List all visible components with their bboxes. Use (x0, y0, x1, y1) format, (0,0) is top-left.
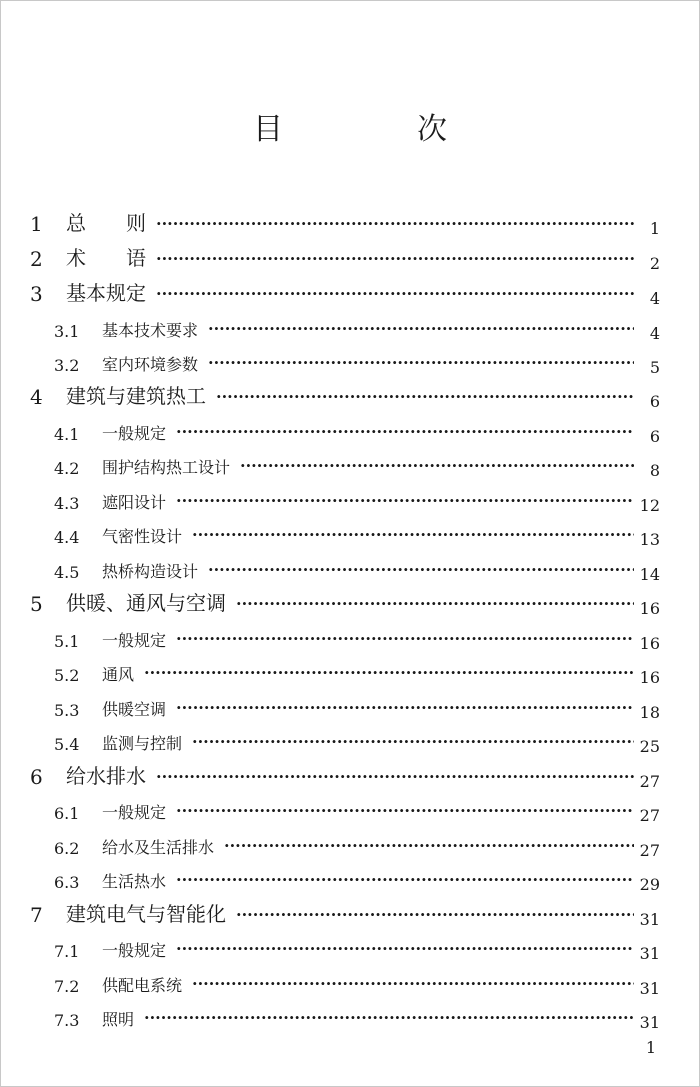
toc-leader-dots (208, 560, 634, 582)
toc-entry-page: 13 (639, 530, 660, 549)
toc-entry-number: 4.4 (54, 528, 80, 547)
toc-entry-label: 供暖、通风与空调 (66, 591, 226, 615)
toc-entry-page: 31 (639, 910, 660, 929)
toc-entry-label: 供配电系统 (102, 976, 183, 995)
toc-entry-page: 25 (639, 737, 660, 756)
toc-entry[interactable] (0, 1004, 700, 1034)
toc-entry-number: 7.1 (54, 942, 80, 961)
toc-entry-number: 4.5 (54, 563, 80, 582)
toc-entry-label: 生活热水 (102, 872, 167, 891)
toc-entry[interactable] (0, 935, 700, 965)
toc-leader-dots (208, 353, 634, 375)
toc-leader-dots (156, 767, 634, 789)
toc-entry-number: 6.1 (54, 804, 80, 823)
toc-entry-number: 7.2 (54, 977, 80, 996)
toc-entry-number: 7.3 (54, 1011, 80, 1030)
toc-entry-number: 5.1 (54, 632, 80, 651)
toc-entry[interactable] (0, 625, 700, 655)
toc-entry-number: 3 (30, 282, 43, 306)
toc-entry[interactable] (0, 694, 700, 724)
toc-leader-dots (156, 249, 634, 271)
toc-entry[interactable] (0, 832, 700, 862)
toc-entry[interactable] (0, 763, 700, 793)
toc-entry-page: 27 (639, 841, 660, 860)
toc-entry[interactable] (0, 521, 700, 551)
toc-leader-dots (156, 284, 634, 306)
toc-entry-number: 7 (30, 903, 43, 927)
toc-leader-dots (144, 1008, 634, 1030)
toc-entry-number: 2 (30, 247, 43, 271)
toc-leader-dots (240, 456, 634, 478)
toc-entry-label: 一般规定 (102, 803, 167, 822)
toc-leader-dots (208, 319, 634, 341)
toc-entry[interactable] (0, 556, 700, 586)
toc-entry-page: 16 (639, 634, 660, 653)
toc-entry-label: 围护结构热工设计 (102, 458, 231, 477)
toc-entry-label: 基本技术要求 (102, 321, 199, 340)
footer-page-number: 1 (645, 1038, 656, 1057)
toc-entry-number: 6 (30, 765, 43, 789)
toc-leader-dots (216, 387, 634, 409)
toc-entry[interactable] (0, 659, 700, 689)
toc-leader-dots (176, 629, 634, 651)
toc-entry-page: 5 (649, 358, 660, 377)
toc-entry-label: 一般规定 (102, 941, 167, 960)
toc-leader-dots (176, 801, 634, 823)
toc-entry-number: 5.2 (54, 666, 80, 685)
toc-entry-page: 6 (649, 427, 660, 446)
toc-entry[interactable] (0, 315, 700, 345)
toc-entry-number: 4.3 (54, 494, 80, 513)
toc-leader-dots (176, 870, 634, 892)
toc-leader-dots (236, 594, 634, 616)
toc-leader-dots (224, 836, 634, 858)
toc-entry[interactable] (0, 349, 700, 379)
toc-entry-label: 建筑与建筑热工 (66, 384, 206, 408)
toc-entry-label: 总 则 (66, 211, 146, 235)
toc-entry[interactable] (0, 797, 700, 827)
toc-entry-number: 6.2 (54, 839, 80, 858)
toc-entry[interactable] (0, 245, 700, 275)
toc-entry-page: 4 (649, 289, 660, 308)
toc-entry[interactable] (0, 866, 700, 896)
toc-leader-dots (176, 422, 634, 444)
toc-entry[interactable] (0, 901, 700, 931)
toc-entry-page: 6 (649, 392, 660, 411)
toc-entry-number: 4.2 (54, 459, 80, 478)
toc-entry-page: 31 (639, 979, 660, 998)
toc-entry-number: 6.3 (54, 873, 80, 892)
toc-entry-number: 3.2 (54, 356, 80, 375)
toc-entry[interactable] (0, 970, 700, 1000)
toc-entry-label: 遮阳设计 (102, 493, 167, 512)
toc-entry-label: 基本规定 (66, 281, 146, 305)
toc-entry-number: 5 (30, 592, 43, 616)
toc-entry-label: 供暖空调 (102, 700, 167, 719)
toc-leader-dots (192, 974, 634, 996)
toc-leader-dots (176, 491, 634, 513)
toc-entry[interactable] (0, 487, 700, 517)
toc-entry-page: 31 (639, 944, 660, 963)
toc-entry-label: 热桥构造设计 (102, 562, 199, 581)
toc-entry-label: 室内环境参数 (102, 355, 199, 374)
toc-entry-page: 18 (639, 703, 660, 722)
page-title: 目 次 (253, 112, 499, 147)
toc-leader-dots (144, 663, 634, 685)
toc-entry-page: 27 (639, 772, 660, 791)
toc-entry-label: 照明 (102, 1010, 135, 1029)
toc-entry-label: 术 语 (66, 246, 146, 270)
toc-entry-page: 4 (649, 324, 660, 343)
toc-entry-label: 通风 (102, 665, 135, 684)
toc-entry-number: 1 (30, 212, 43, 236)
toc-entry[interactable] (0, 280, 700, 310)
toc-entry-number: 5.3 (54, 701, 80, 720)
toc-leader-dots (192, 525, 634, 547)
toc-entry[interactable] (0, 210, 700, 240)
toc-entry-page: 14 (639, 565, 660, 584)
toc-entry-label: 建筑电气与智能化 (66, 902, 226, 926)
toc-leader-dots (176, 698, 634, 720)
toc-entry-page: 29 (639, 875, 660, 894)
toc-leader-dots (176, 939, 634, 961)
toc-entry-page: 16 (639, 668, 660, 687)
toc-entry-label: 给水排水 (66, 764, 146, 788)
toc-entry-label: 一般规定 (102, 631, 167, 650)
toc-entry-number: 4.1 (54, 425, 80, 444)
toc-entry-number: 5.4 (54, 735, 80, 754)
toc-leader-dots (156, 214, 634, 236)
toc-entry[interactable] (0, 590, 700, 620)
toc-entry-number: 4 (30, 385, 43, 409)
toc-entry[interactable] (0, 418, 700, 448)
toc-entry-label: 给水及生活排水 (102, 838, 215, 857)
toc-leader-dots (236, 905, 634, 927)
toc-entry-label: 气密性设计 (102, 527, 183, 546)
toc-entry[interactable] (0, 728, 700, 758)
toc-entry-number: 3.1 (54, 322, 80, 341)
toc-entry-label: 一般规定 (102, 424, 167, 443)
toc-entry[interactable] (0, 452, 700, 482)
toc-entry-page: 12 (639, 496, 660, 515)
toc-entry-page: 31 (639, 1013, 660, 1032)
toc-entry-page: 2 (649, 254, 660, 273)
toc-entry-label: 监测与控制 (102, 734, 183, 753)
toc-entry-page: 27 (639, 806, 660, 825)
toc-entry-page: 1 (649, 219, 660, 238)
toc-entry[interactable] (0, 383, 700, 413)
toc-entry-page: 8 (649, 461, 660, 480)
toc-entry-page: 16 (639, 599, 660, 618)
toc-leader-dots (192, 732, 634, 754)
